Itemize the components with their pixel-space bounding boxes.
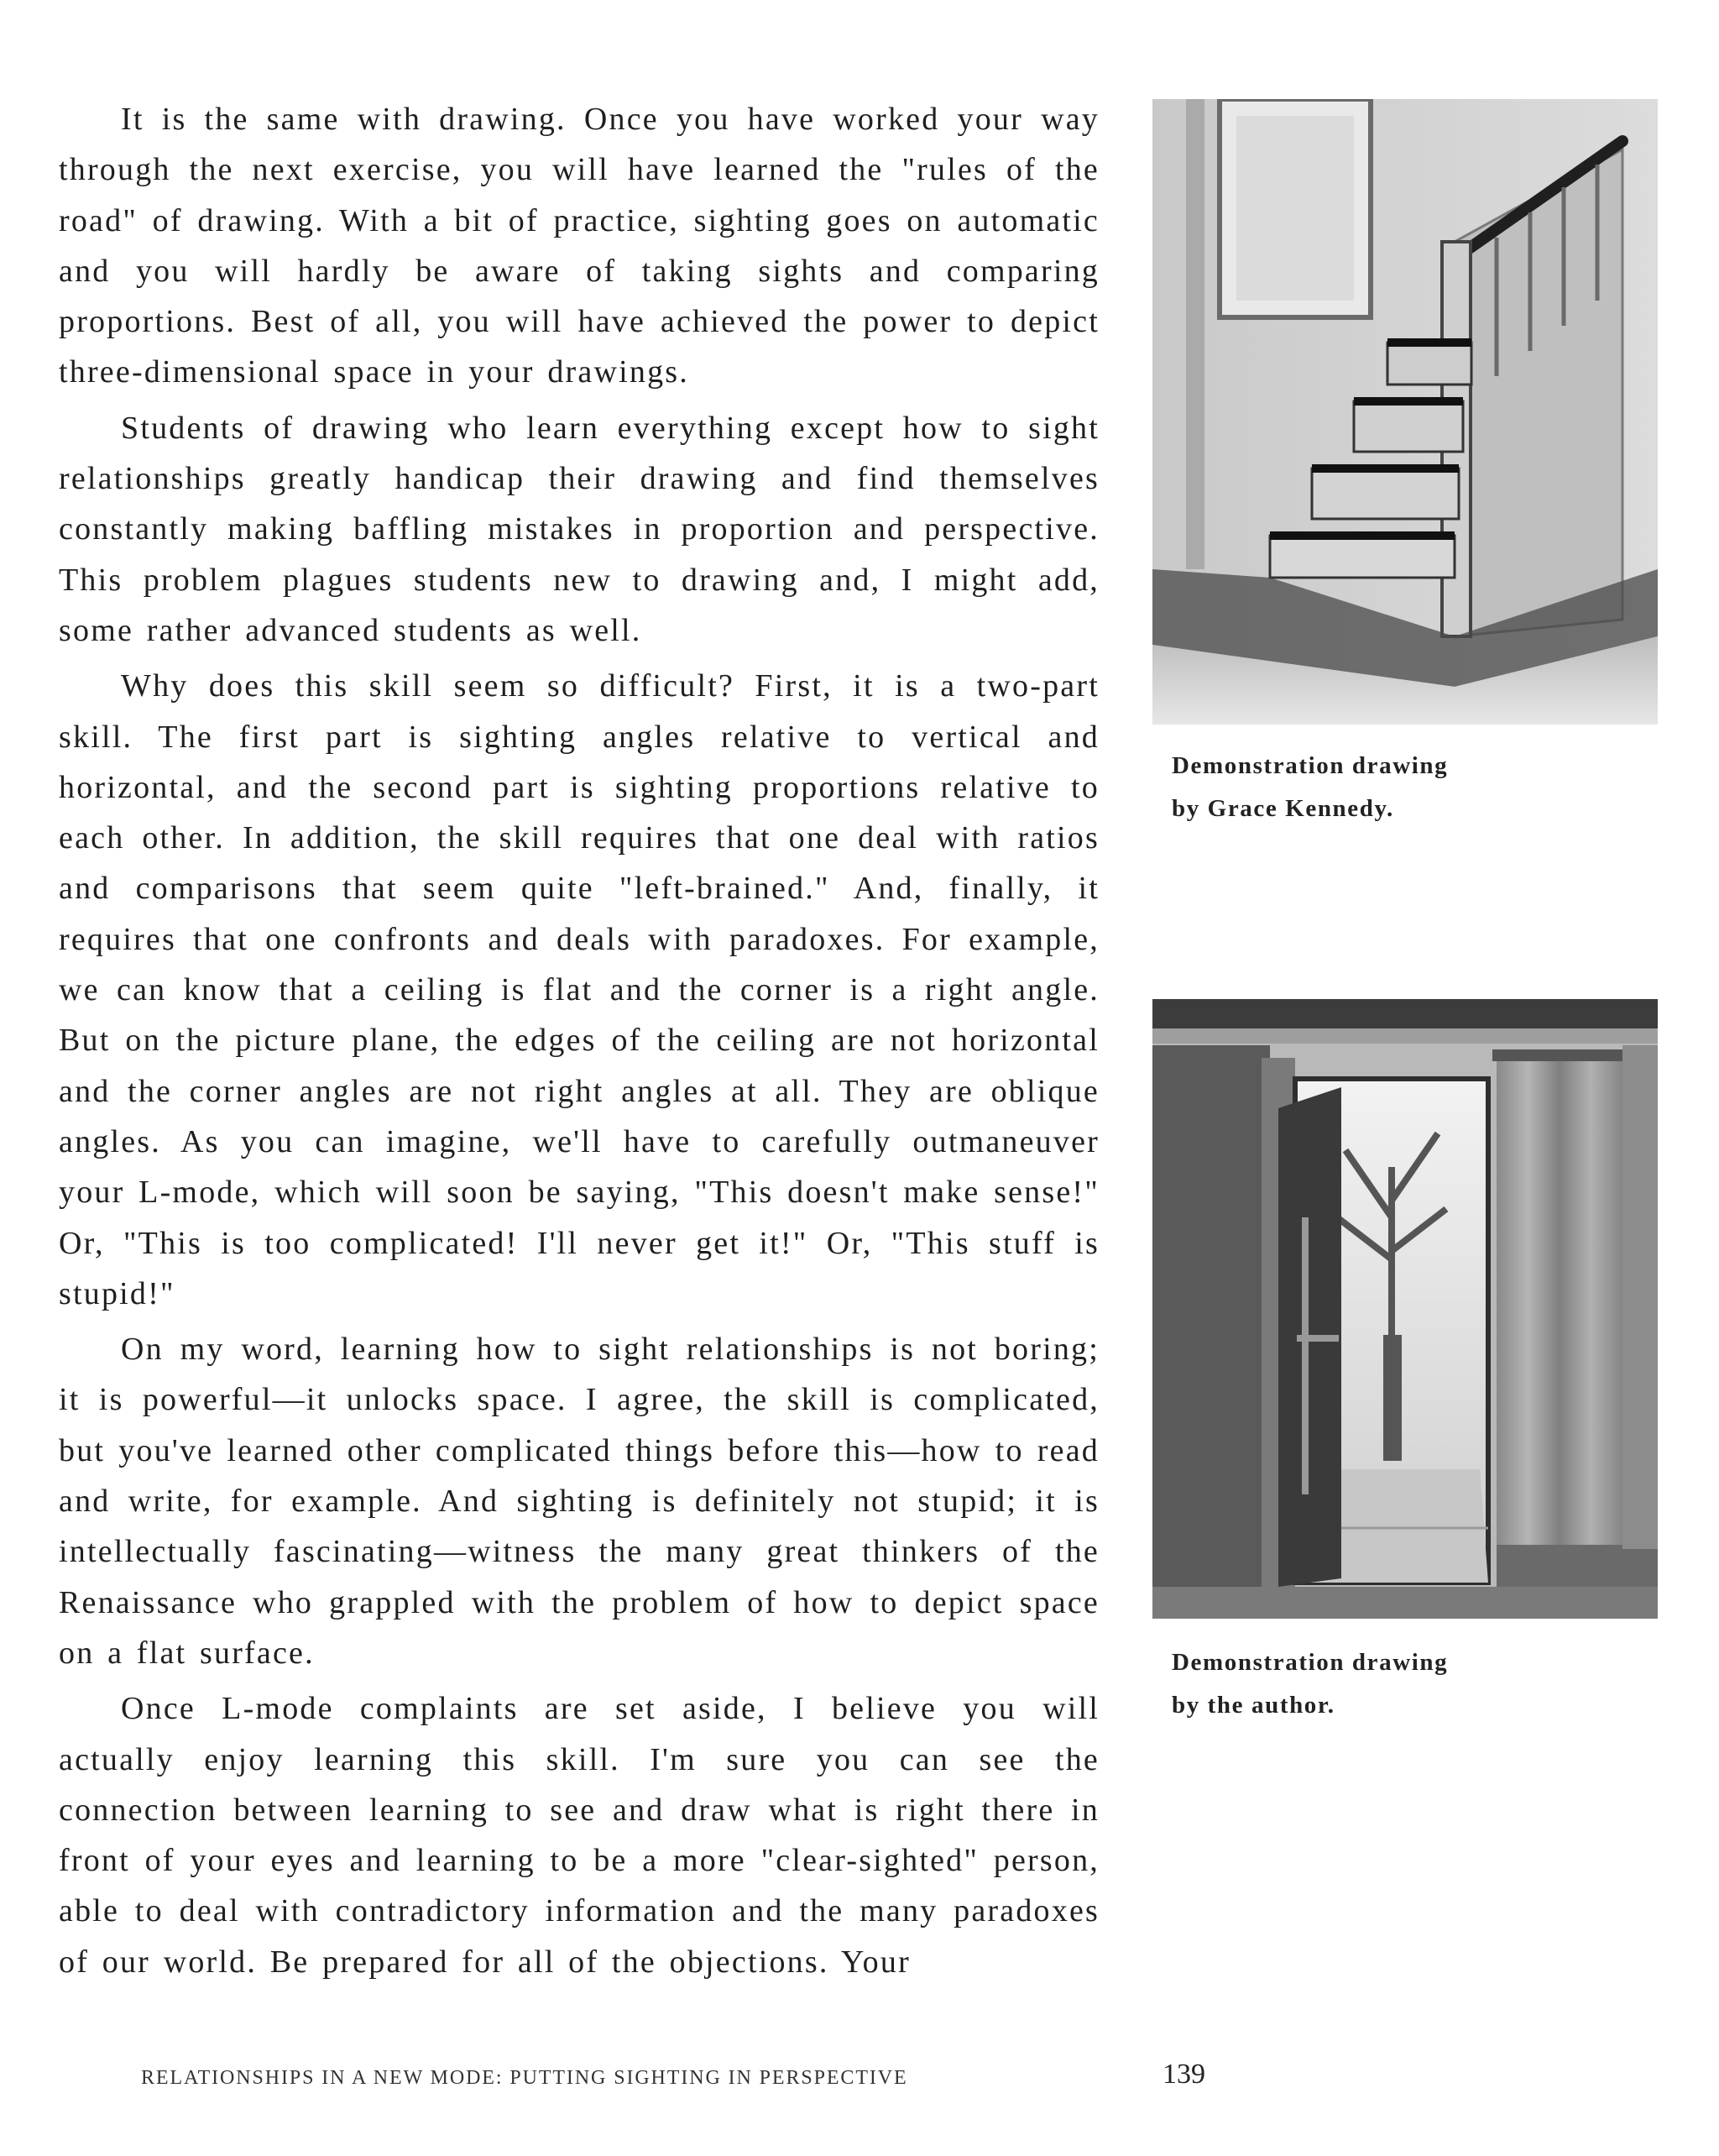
doorway-drawing-figure [1152, 999, 1658, 1619]
doorway-drawing [1152, 999, 1658, 1619]
paragraph: It is the same with drawing. Once you have worked your way through the next exercise, you will have learned the "rules of the road" of drawing. With a bit of practice, sighting goes on automatic and you will hardly be aware of taking sights and comparing proportions. Best of all, you will have achieved the power to depict three-dimensional space in your drawings. [59, 102, 1100, 390]
caption-line: Demonstration drawing [1172, 752, 1449, 779]
paragraph: On my word, learning how to sight relationships is not boring; it is powerful—it unlocks space. I agree, the skill is complicated, but you've learned other complicated things before this—how to read and write, for example. And sighting is definitely not stupid; it is intellectually fascinating—witness the many great thinkers of the Renaissance who grappled with the problem of how to depict space on a flat surface. [59, 1332, 1100, 1671]
paragraph: Once L-mode complaints are set aside, I believe you will actually enjoy learning this skill. I'm sure you can see the connection between learning to see and draw what is right there in front of your eyes and learning to be a more "clear-sighted" person, able to deal with contradictory information and the many paradoxes of our world. Be prepared for all of the objections. Your [59, 1691, 1100, 1980]
doorway-caption [1172, 1641, 1675, 1727]
staircase-drawing [1152, 99, 1658, 725]
staircase-caption [1172, 745, 1675, 830]
page-number: 139 [1163, 2059, 1205, 2090]
caption-line: by Grace Kennedy. [1172, 795, 1394, 822]
caption-line: by the author. [1172, 1692, 1335, 1719]
staircase-drawing-figure [1152, 99, 1658, 725]
paragraph: Why does this skill seem so difficult? First, it is a two-part skill. The first part is sighting angles relative to vertical and horizontal, and the second part is sighting proportions relative to each other. In addition, the skill requires that one deal with ratios and comparisons that seem quite "left-brained." And, finally, it requires that one confronts and deals with paradoxes. For example, we can know that a ceiling is flat and the corner is a right angle. But on the picture plane, the edges of the ceiling are not horizontal and the corner angles are not right angles at all. They are oblique angles. As you can imagine, we'll have to carefully outmaneuver your L-mode, which will soon be saying, "This doesn't make sense!" Or, "This is too complicated! I'll never get it!" Or, "This stuff is stupid!" [59, 668, 1100, 1311]
main-text-column [59, 94, 1100, 1992]
caption-line: Demonstration drawing [1172, 1649, 1449, 1676]
running-footer-title: RELATIONSHIPS IN A NEW MODE: PUTTING SIGHTING IN PERSPECTIVE [141, 2067, 908, 2089]
paragraph: Students of drawing who learn everything except how to sight relationships greatly handicap their drawing and find themselves constantly making baffling mistakes in proportion and perspective. This problem plagues students new to drawing and, I might add, some rather advanced students as well. [59, 410, 1100, 648]
